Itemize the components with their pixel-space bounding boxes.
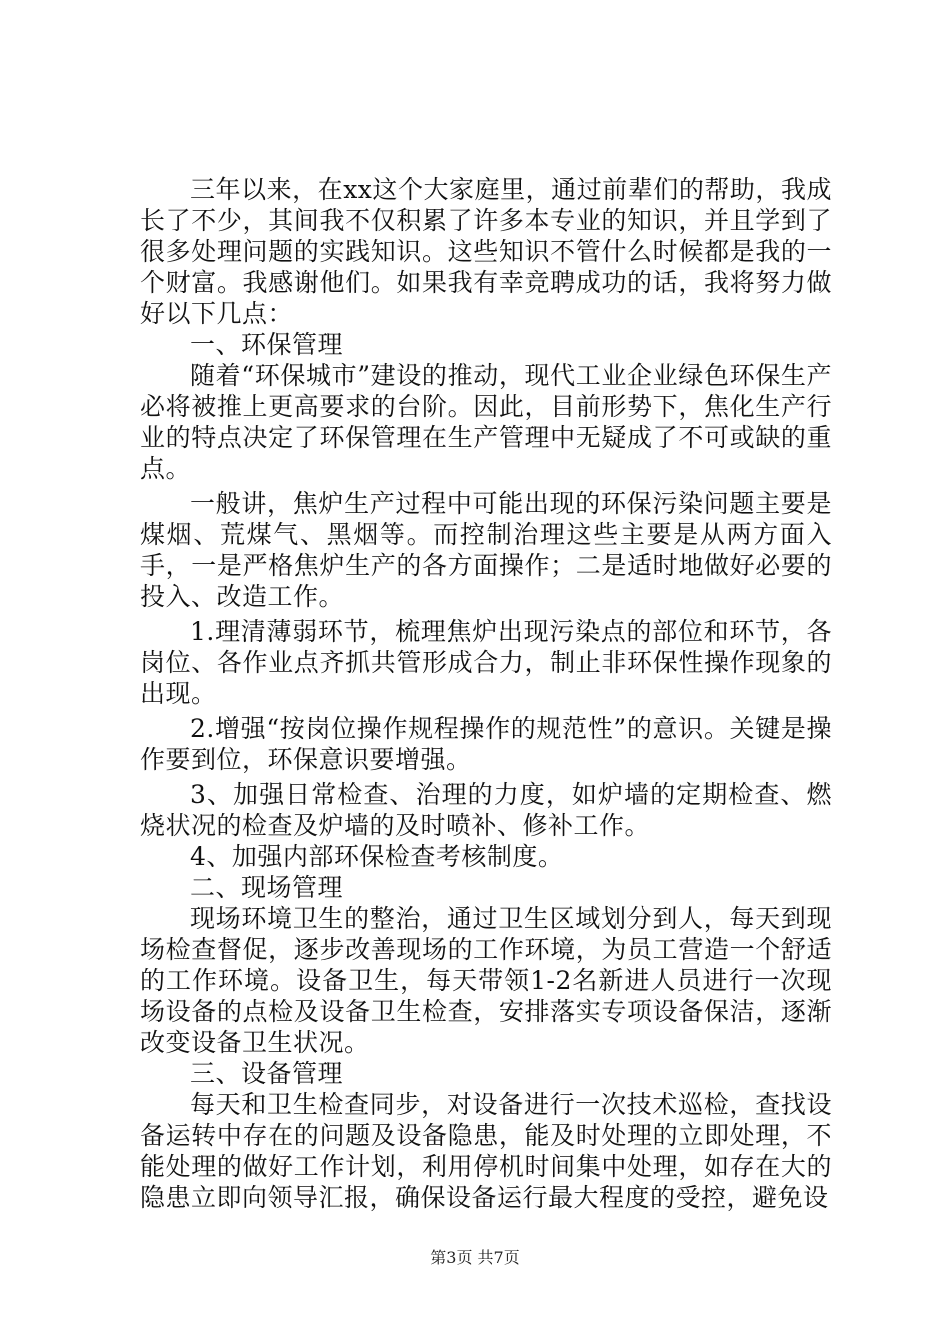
paragraph-site-management: 现场环境卫生的整治，通过卫生区域划分到人，每天到现场检查督促，逐步改善现场的工作环境，为员工营造一个舒适的工作环境。设备卫生，每天带领1-2名新进人员进行一次现场设备的点检及设备卫生检查，安排落实专项设备保洁，逐渐改变设备卫生状况。: [140, 904, 832, 1057]
list-item-1: 1.理清薄弱环节，梳理焦炉出现污染点的部位和环节，各岗位、各作业点齐抓共管形成合力，制止非环保性操作现象的出现。: [140, 617, 832, 708]
heading-site-management: 二、现场管理: [190, 873, 344, 902]
paragraph-pollution-issues: 一般讲，焦炉生产过程中可能出现的环保污染问题主要是煤烟、荒煤气、黑烟等。而控制治理这些主要是从两方面入手，一是严格焦炉生产的各方面操作；二是适时地做好必要的投入、改造工作。: [140, 489, 832, 611]
heading-environmental-management: 一、环保管理: [190, 330, 344, 359]
list-item-3: 3、加强日常检查、治理的力度，如炉墙的定期检查、燃烧状况的检查及炉墙的及时喷补、修补工作。: [140, 780, 832, 840]
paragraph-environmental-city: 随着“环保城市”建设的推动，现代工业企业绿色环保生产必将被推上更高要求的台阶。因此，目前形势下，焦化生产行业的特点决定了环保管理在生产管理中无疑成了不可或缺的重点。: [140, 361, 832, 483]
document-body: [140, 174, 832, 1213]
paragraph-intro: 三年以来，在xx这个大家庭里，通过前辈们的帮助，我成长了不少，其间我不仅积累了许多本专业的知识，并且学到了很多处理问题的实践知识。这些知识不管什么时候都是我的一个财富。我感谢他们。如果我有幸竞聘成功的话，我将努力做好以下几点：: [140, 175, 832, 328]
page-footer: 第3页 共7页: [430, 1248, 520, 1267]
heading-equipment-management: 三、设备管理: [190, 1059, 344, 1088]
list-item-2: 2.增强“按岗位操作规程操作的规范性”的意识。关键是操作要到位，环保意识要增强。: [140, 714, 832, 774]
paragraph-equipment-management: 每天和卫生检查同步，对设备进行一次技术巡检，查找设备运转中存在的问题及设备隐患，能及时处理的立即处理，不能处理的做好工作计划，利用停机时间集中处理，如存在大的隐患立即向领导汇报，确保设备运行最大程度的受控，避免设: [140, 1090, 832, 1212]
list-item-4: 4、加强内部环保检查考核制度。: [190, 842, 564, 871]
